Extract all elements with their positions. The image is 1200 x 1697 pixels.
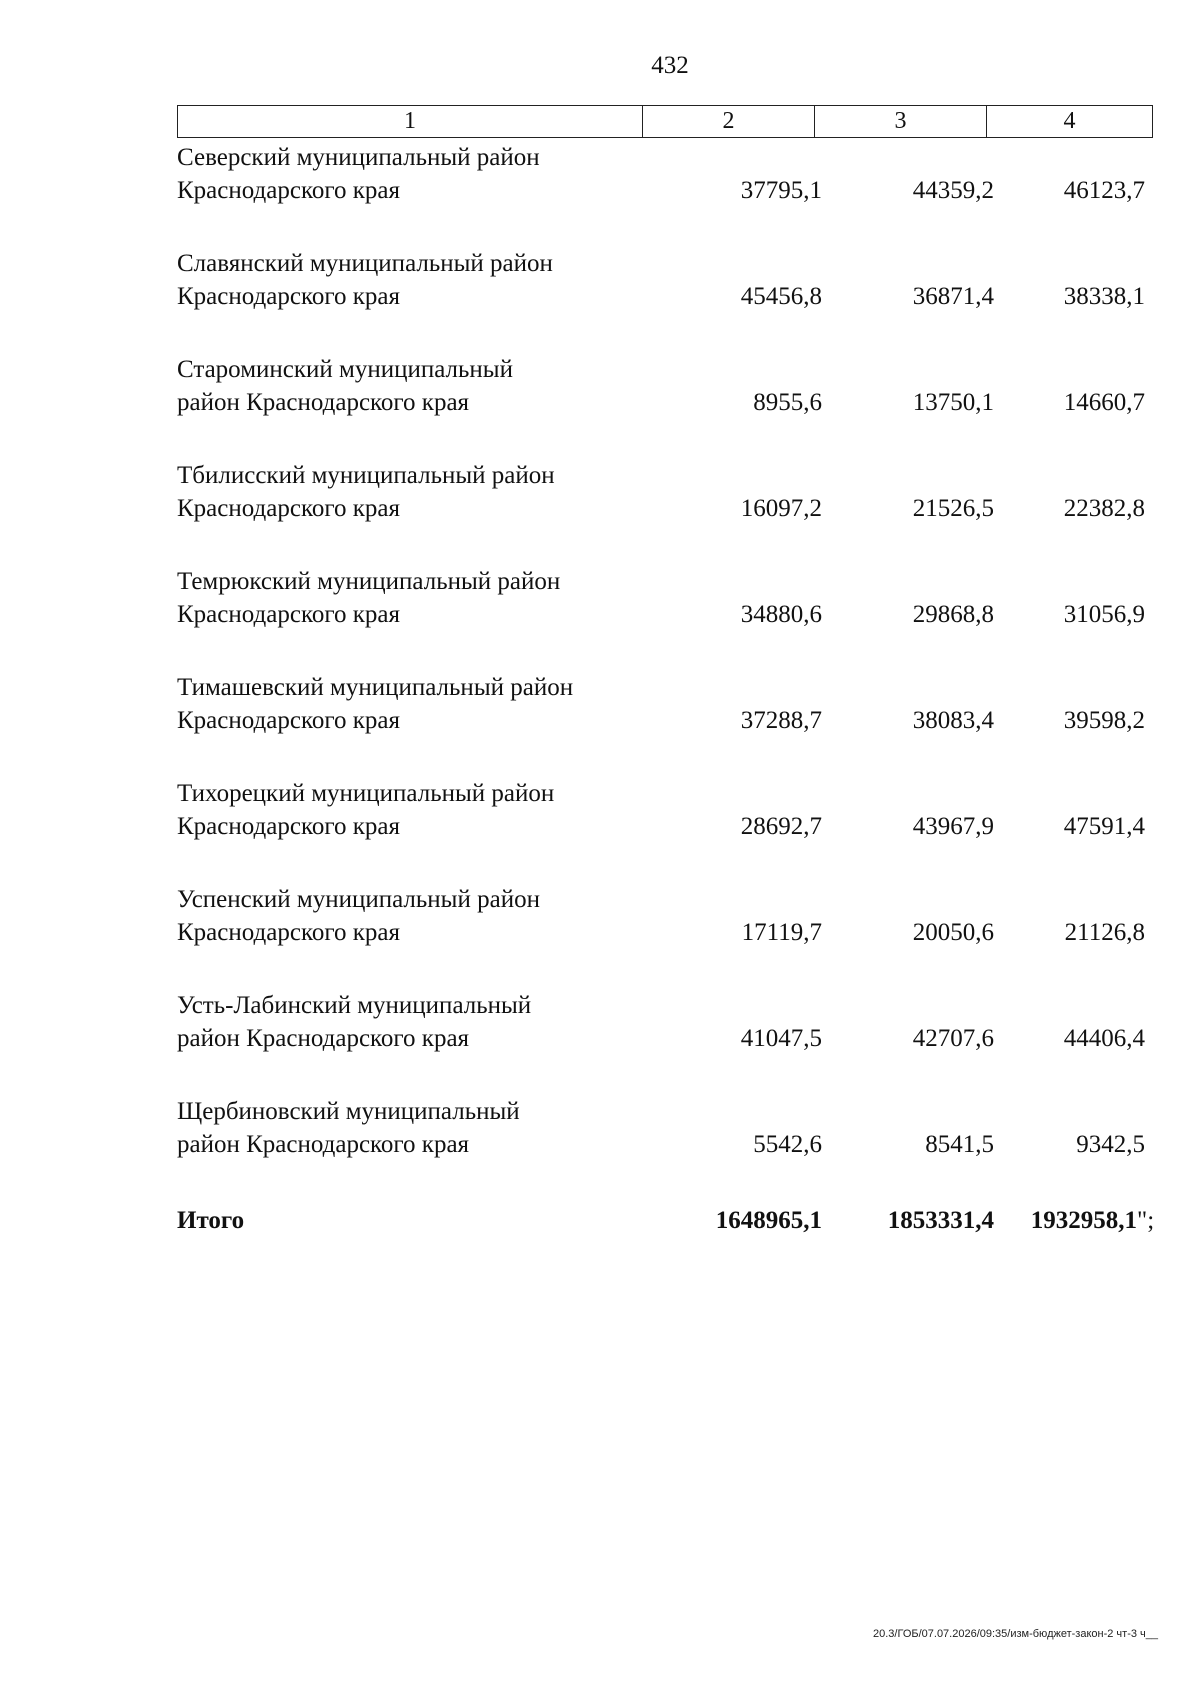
value-col3: 43967,9 bbox=[912, 813, 994, 840]
value-col4: 39598,2 bbox=[1063, 707, 1145, 734]
value-col3: 36871,4 bbox=[912, 283, 994, 310]
municipality-name-line1: Тихорецкий муниципальный район bbox=[177, 780, 555, 807]
value-col2: 8955,6 bbox=[753, 389, 822, 416]
value-col2: 34880,6 bbox=[740, 601, 822, 628]
municipality-name bbox=[177, 353, 647, 419]
value-col4: 22382,8 bbox=[1063, 495, 1145, 522]
value-col3: 38083,4 bbox=[912, 707, 994, 734]
municipality-name-line2: Краснодарского края bbox=[177, 283, 400, 310]
total-label: Итого bbox=[177, 1207, 245, 1234]
header-cell-4: 4 bbox=[986, 106, 1152, 137]
table-row bbox=[177, 989, 1153, 1095]
municipality-name-line2: район Краснодарского края bbox=[177, 1131, 470, 1158]
municipality-name-line2: район Краснодарского края bbox=[177, 1025, 470, 1052]
table-header-row bbox=[177, 105, 1153, 138]
municipality-name bbox=[177, 989, 647, 1055]
municipality-name-line1: Староминский муниципальный bbox=[177, 356, 513, 383]
municipality-name-line2: район Краснодарского края bbox=[177, 389, 470, 416]
municipality-name bbox=[177, 247, 647, 313]
value-col4: 46123,7 bbox=[1063, 177, 1145, 204]
total-value-col2: 1648965,1 bbox=[715, 1207, 822, 1234]
value-col3: 21526,5 bbox=[912, 495, 994, 522]
municipality-name-line1: Темрюкский муниципальный район bbox=[177, 568, 561, 595]
total-value-col4: 1932958,1 bbox=[1030, 1207, 1137, 1234]
table-row bbox=[177, 777, 1153, 883]
value-col4: 31056,9 bbox=[1063, 601, 1145, 628]
municipality-name bbox=[177, 777, 647, 843]
municipality-name-line2: Краснодарского края bbox=[177, 919, 400, 946]
municipality-name-line1: Северский муниципальный район bbox=[177, 144, 540, 171]
value-col2: 17119,7 bbox=[741, 919, 822, 946]
table-row bbox=[177, 141, 1153, 247]
value-col3: 8541,5 bbox=[925, 1131, 994, 1158]
value-col3: 20050,6 bbox=[912, 919, 994, 946]
municipality-name bbox=[177, 565, 647, 631]
table-row bbox=[177, 353, 1153, 459]
table-body bbox=[177, 141, 1153, 1201]
municipality-name-line2: Краснодарского края bbox=[177, 177, 400, 204]
municipality-name-line1: Тбилисский муниципальный район bbox=[177, 462, 555, 489]
municipality-name-line2: Краснодарского края bbox=[177, 601, 400, 628]
municipality-name-line1: Успенский муниципальный район bbox=[177, 886, 540, 913]
value-col4: 47591,4 bbox=[1063, 813, 1145, 840]
table-row bbox=[177, 883, 1153, 989]
municipality-name bbox=[177, 459, 647, 525]
municipality-name-line1: Щербиновский муниципальный bbox=[177, 1098, 520, 1125]
table-row bbox=[177, 565, 1153, 671]
value-col2: 37795,1 bbox=[740, 177, 822, 204]
value-col4: 38338,1 bbox=[1063, 283, 1145, 310]
municipality-name-line1: Славянский муниципальный район bbox=[177, 250, 553, 277]
municipality-name bbox=[177, 883, 647, 949]
header-cell-3: 3 bbox=[814, 106, 986, 137]
value-col3: 44359,2 bbox=[912, 177, 994, 204]
document-footer-code: 20.3/ГОБ/07.07.2026/09:35/изм-бюджет-закон-2 чт-3 ч__ bbox=[873, 1628, 1158, 1640]
municipality-name-line1: Усть-Лабинский муниципальный bbox=[177, 992, 532, 1019]
total-value-col3: 1853331,4 bbox=[887, 1207, 994, 1234]
value-col2: 37288,7 bbox=[740, 707, 822, 734]
municipality-name-line2: Краснодарского края bbox=[177, 707, 400, 734]
municipality-name-line2: Краснодарского края bbox=[177, 813, 400, 840]
header-cell-1: 1 bbox=[404, 108, 416, 134]
municipality-name-line1: Тимашевский муниципальный район bbox=[177, 674, 574, 701]
value-col3: 29868,8 bbox=[912, 601, 994, 628]
table-row bbox=[177, 459, 1153, 565]
value-col2: 28692,7 bbox=[740, 813, 822, 840]
value-col3: 42707,6 bbox=[912, 1025, 994, 1052]
value-col2: 5542,6 bbox=[753, 1131, 822, 1158]
value-col4: 9342,5 bbox=[1076, 1131, 1145, 1158]
value-col2: 45456,8 bbox=[740, 283, 822, 310]
closing-quote-suffix: "; bbox=[1137, 1207, 1155, 1234]
municipality-name-line2: Краснодарского края bbox=[177, 495, 400, 522]
total-value-col4-wrap bbox=[985, 1203, 1185, 1239]
value-col2: 41047,5 bbox=[740, 1025, 822, 1052]
municipality-name bbox=[177, 141, 647, 207]
header-cell-2: 2 bbox=[642, 106, 814, 137]
table-row bbox=[177, 671, 1153, 777]
value-col4: 44406,4 bbox=[1063, 1025, 1145, 1052]
value-col4: 14660,7 bbox=[1063, 389, 1145, 416]
total-row bbox=[177, 1203, 1177, 1239]
municipality-name bbox=[177, 1095, 647, 1161]
municipality-name bbox=[177, 671, 647, 737]
table-row bbox=[177, 247, 1153, 353]
value-col4: 21126,8 bbox=[1064, 919, 1145, 946]
value-col2: 16097,2 bbox=[740, 495, 822, 522]
value-col3: 13750,1 bbox=[912, 389, 994, 416]
table-row bbox=[177, 1095, 1153, 1201]
page-number: 432 bbox=[651, 52, 689, 79]
